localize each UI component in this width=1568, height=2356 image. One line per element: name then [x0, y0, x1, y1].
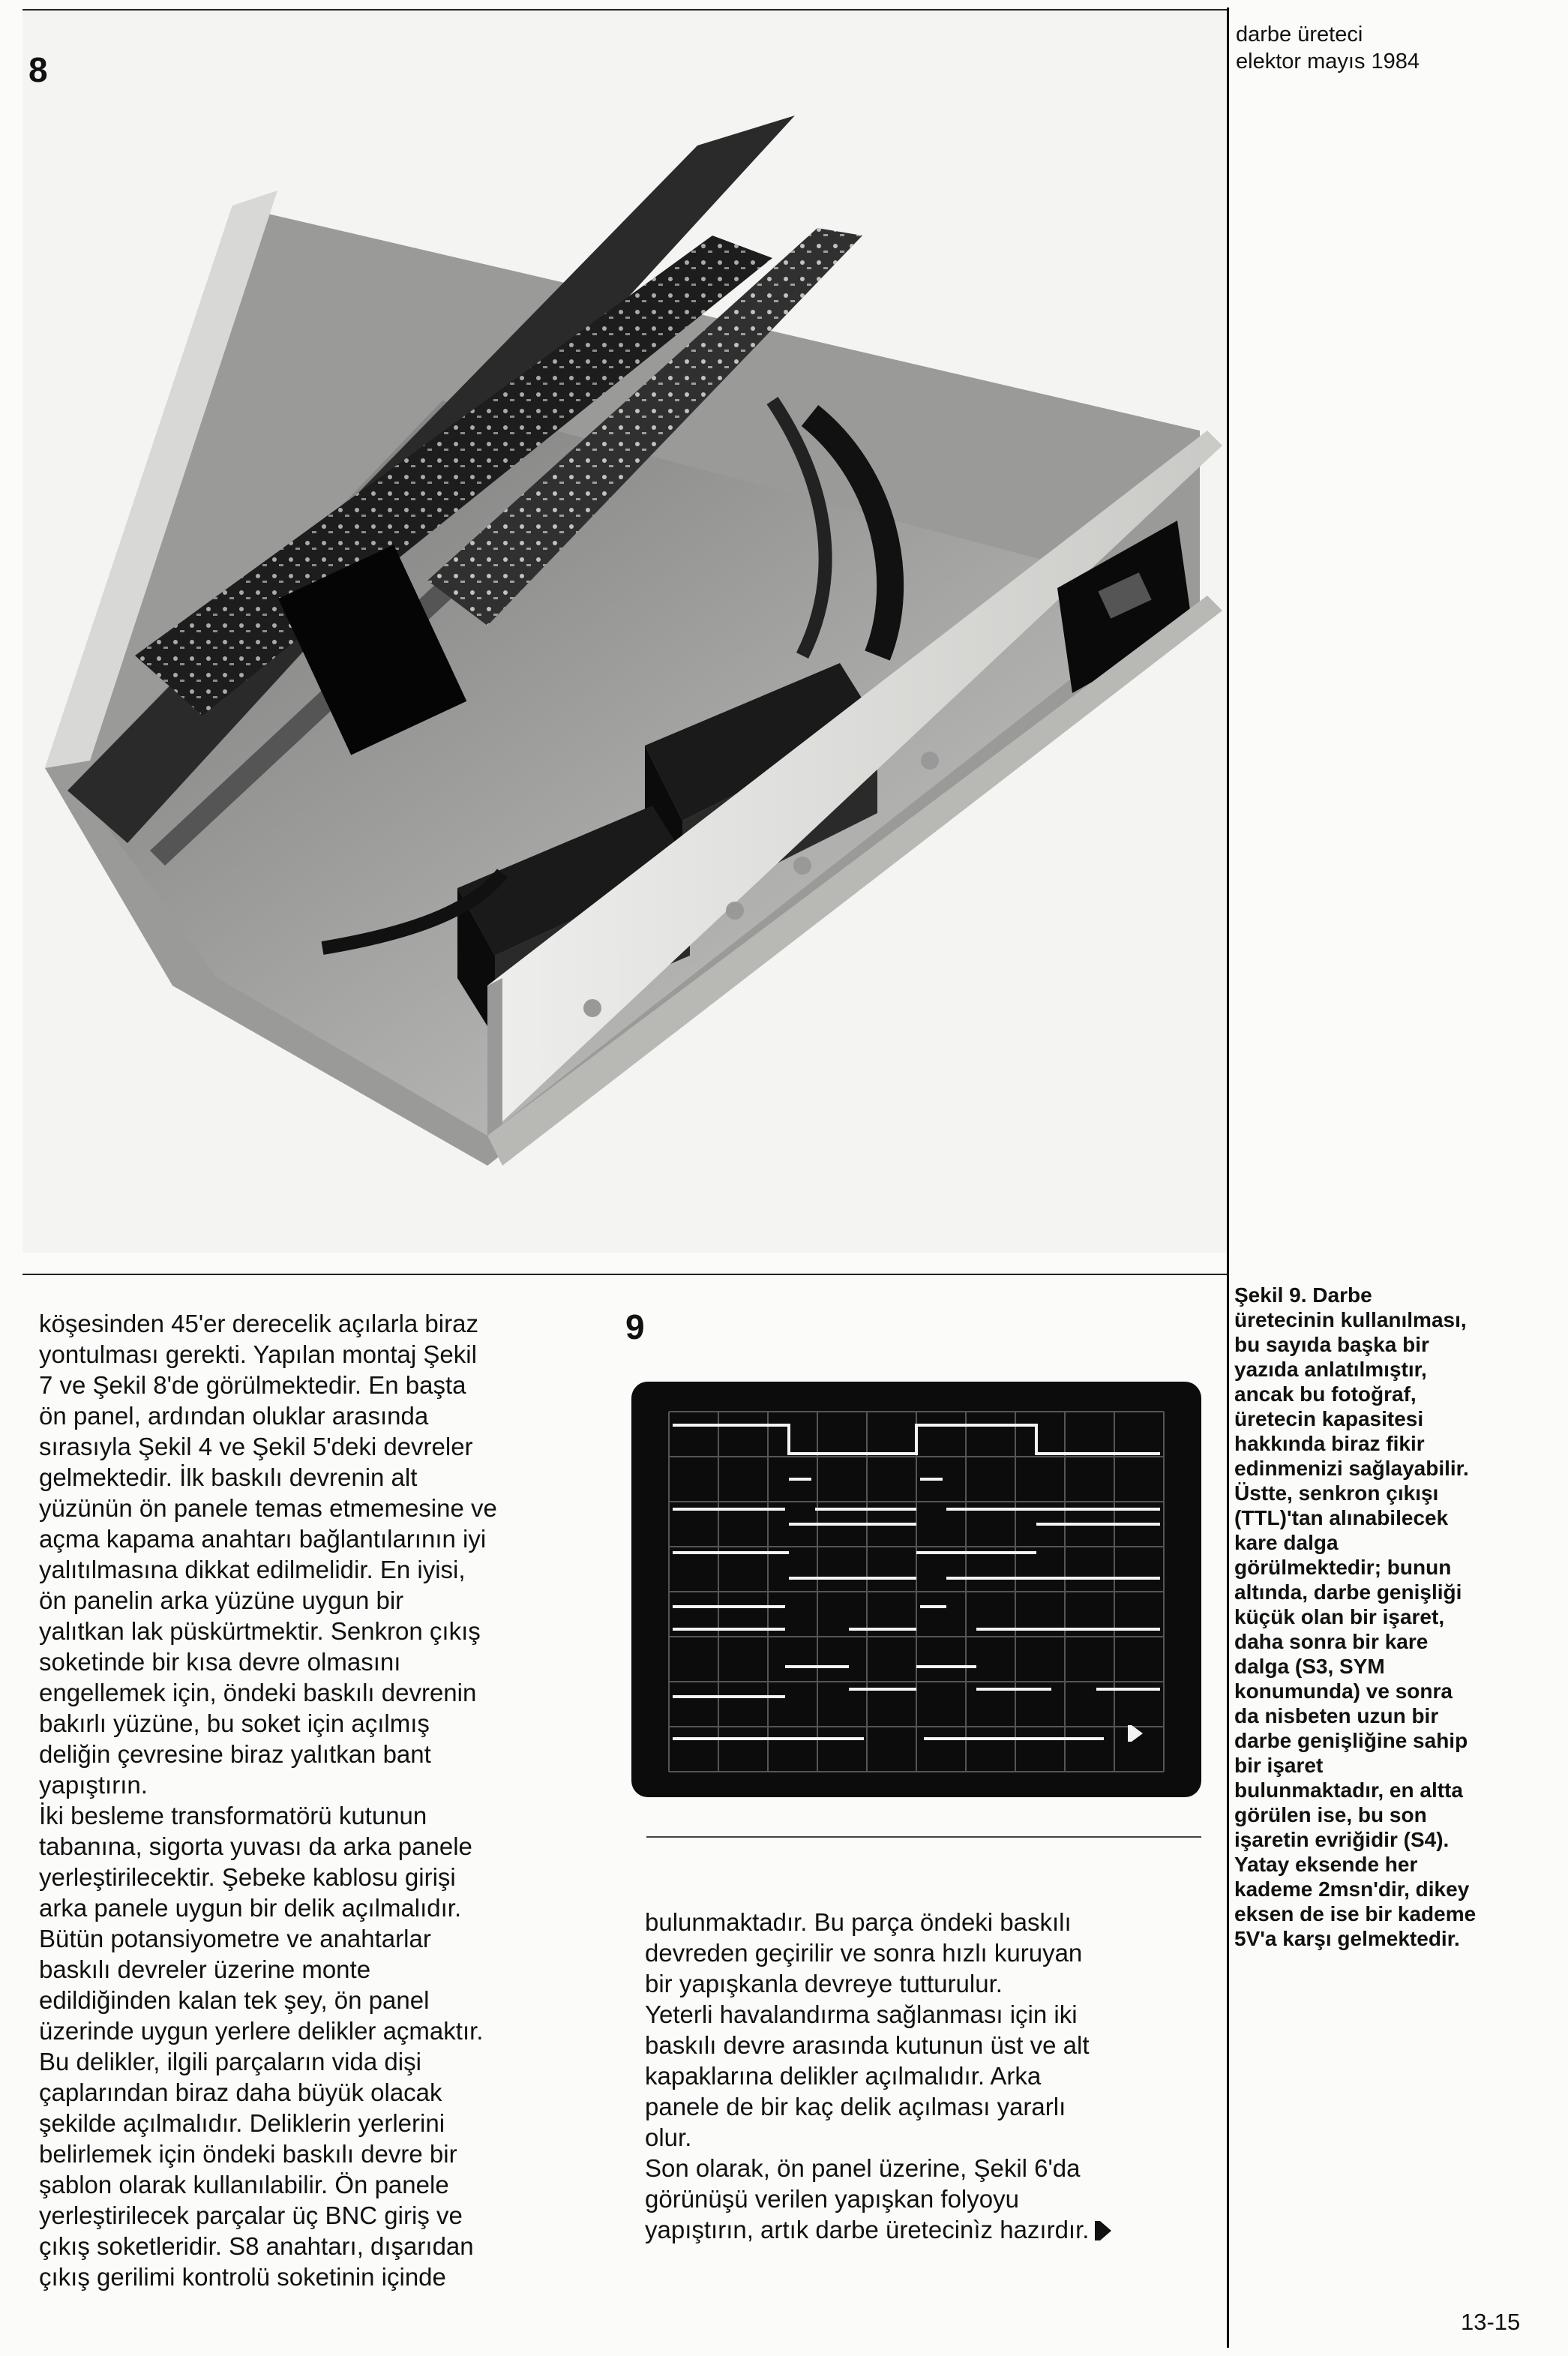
caption-line: Şekil 9. Darbe [1234, 1283, 1372, 1307]
caption-line: üretecinin kullanılması, [1234, 1308, 1467, 1331]
text-line: ön panelin arka yüzüne uygun bir [39, 1586, 404, 1614]
text-line: yalıtkan lak püskürtmektir. Senkron çıkış [39, 1617, 481, 1645]
text-line: tabanına, sigorta yuvası da arka panele [39, 1832, 472, 1860]
caption-line: hakkında biraz fikir [1234, 1432, 1425, 1455]
text-line: görünüşü verilen yapışkan folyoyu [645, 2185, 1019, 2213]
text-line: yerleştirilecek parçalar üç BNC giriş ve [39, 2201, 463, 2229]
header-title: darbe üreteci [1236, 23, 1363, 47]
text-line: çaplarından biraz daha büyük olacak [39, 2078, 442, 2106]
text-line: çıkış soketleridir. S8 anahtarı, dışarıdan [39, 2232, 474, 2260]
text-line: panele de bir kaç delik açılması yararlı [645, 2093, 1066, 2120]
text-line: yüzünün ön panele temas etmemesine ve [39, 1494, 497, 1522]
text-line: bakırlı yüzüne, bu soket için açılmış [39, 1709, 430, 1737]
page-number: 13-15 [1461, 2309, 1521, 2335]
text-line: çıkış gerilimi kontrolü soketinin içinde [39, 2263, 446, 2291]
text-line: arka panele uygun bir delik açılmalıdır. [39, 1894, 462, 1922]
caption-line: işaretin evriğidir (S4). [1234, 1828, 1450, 1851]
section-rule [22, 1274, 1227, 1275]
text-line: edildiğinden kalan tek şey, ön panel [39, 1986, 430, 2014]
caption-line: (TTL)'tan alınabilecek [1234, 1506, 1449, 1529]
figure-9-caption [1234, 1283, 1549, 1951]
caption-line: Üstte, senkron çıkışı [1234, 1481, 1439, 1505]
text-line: şablon olarak kullanılabilir. Ön panele [39, 2171, 449, 2198]
text-line: engellemek için, öndeki baskılı devrenin [39, 1679, 477, 1706]
pulse-generator-enclosure-illustration [22, 11, 1227, 1253]
column-middle [645, 1907, 1222, 2245]
caption-line: 5V'a karşı gelmektedir. [1234, 1927, 1460, 1950]
text-line: şekilde açılmalıdır. Deliklerin yerlerini [39, 2109, 445, 2137]
text-line: baskılı devre arasında kutunun üst ve alt [645, 2031, 1090, 2059]
figure-9-number: 9 [625, 1307, 645, 1346]
caption-line: kademe 2msn'dir, dikey [1234, 1877, 1470, 1901]
text-line: yerleştirilecektir. Şebeke kablosu girişi [39, 1863, 456, 1891]
text-line: bir yapışkanla devreye tutturulur. [645, 1970, 1003, 1997]
text-line: kapaklarına delikler açılmalıdır. Arka [645, 2062, 1042, 2090]
text-line: deliğin çevresine biraz yalıtkan bant [39, 1740, 431, 1768]
caption-line: kare dalga [1234, 1531, 1339, 1554]
figure-9-rule [646, 1836, 1201, 1838]
text-line: 7 ve Şekil 8'de görülmektedir. En başta [39, 1371, 466, 1399]
text-line: bulunmaktadır. Bu parça öndeki baskılı [645, 1908, 1072, 1936]
figure-8-number: 8 [28, 50, 48, 89]
text-line: olur. [645, 2123, 692, 2151]
column-left [39, 1308, 624, 2292]
text-line: Bütün potansiyometre ve anahtarlar [39, 1925, 431, 1952]
caption-line: Yatay eksende her [1234, 1853, 1418, 1876]
column-divider [1227, 8, 1229, 2348]
oscilloscope-traces [631, 1382, 1201, 1797]
caption-line: darbe genişliğine sahip [1234, 1729, 1468, 1752]
text-line: gelmektedir. İlk baskılı devrenin alt [39, 1463, 418, 1491]
caption-line: görülen ise, bu son [1234, 1803, 1427, 1826]
caption-line: konumunda) ve sonra [1234, 1679, 1453, 1703]
scope-endmark-icon [1128, 1725, 1143, 1742]
figure-9-oscilloscope [631, 1382, 1201, 1797]
caption-line: üretecin kapasitesi [1234, 1407, 1424, 1430]
figure-8-photo [22, 11, 1227, 1253]
text-line: üzerinde uygun yerlere delikler açmaktır. [39, 2017, 484, 2045]
text-line: yapıştırın, artık darbe üretecinìz hazırdır. [645, 2216, 1090, 2243]
caption-line: edinmenizi sağlayabilir. [1234, 1457, 1469, 1480]
header-issue: elektor mayıs 1984 [1236, 50, 1420, 74]
text-line: Bu delikler, ilgili parçaların vida dişi [39, 2048, 421, 2075]
caption-line: daha sonra bir kare [1234, 1630, 1429, 1653]
text-line: İki besleme transformatörü kutunun [39, 1802, 427, 1829]
text-line: ön panel, ardından oluklar arasında [39, 1402, 429, 1430]
caption-line: küçük olan bir işaret, [1234, 1605, 1445, 1628]
text-line: baskılı devreler üzerine monte [39, 1955, 371, 1983]
text-line: yontulması gerekti. Yapılan montaj Şekil [39, 1340, 477, 1368]
caption-line: görülmektedir; bunun [1234, 1556, 1452, 1579]
text-line: soketinde bir kısa devre olmasını [39, 1648, 401, 1676]
text-line: Yeterli havalandırma sağlanması için iki [645, 2000, 1078, 2028]
caption-line: ancak bu fotoğraf, [1234, 1382, 1417, 1406]
text-line: açma kapama anahtarı bağlantılarının iyi [39, 1525, 487, 1553]
caption-line: bir işaret [1234, 1754, 1324, 1777]
text-line: yapıştırın. [39, 1771, 148, 1799]
text-line: köşesinden 45'er derecelik açılarla biraz [39, 1310, 478, 1337]
caption-line: bu sayıda başka bir [1234, 1333, 1429, 1356]
text-line: belirlemek için öndeki baskılı devre bir [39, 2140, 457, 2168]
caption-line: yazıda anlatılmıştır, [1234, 1358, 1427, 1381]
caption-line: altında, darbe genişliği [1234, 1580, 1462, 1604]
text-line: Son olarak, ön panel üzerine, Şekil 6'da [645, 2154, 1081, 2182]
caption-line: da nisbeten uzun bir [1234, 1704, 1439, 1727]
text-line: devreden geçirilir ve sonra hızlı kuruyan [645, 1939, 1083, 1967]
page-header [1236, 21, 1420, 75]
end-mark-icon [1095, 2221, 1111, 2240]
caption-line: dalga (S3, SYM [1234, 1655, 1385, 1678]
text-line-final [645, 2214, 1222, 2245]
caption-line: bulunmaktadır, en altta [1234, 1778, 1463, 1802]
caption-line: eksen de ise bir kademe [1234, 1902, 1477, 1925]
text-line: sırasıyla Şekil 4 ve Şekil 5'deki devreler [39, 1433, 473, 1460]
text-line: yalıtılmasına dikkat edilmelidir. En iyisi, [39, 1556, 466, 1583]
